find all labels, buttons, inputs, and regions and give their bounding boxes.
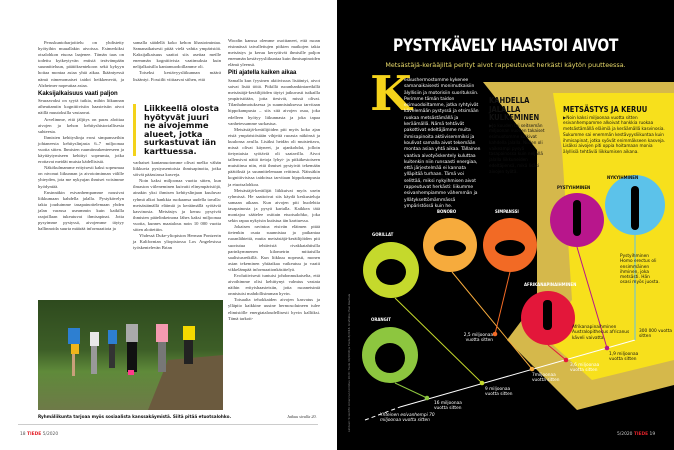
paragraph: samalla säädellä koko kehon lihastoimintaa. Samanaikaisesti pitää vielä vahtia ympäristöä. Kaksijalkaisuus saattoi siis asettaa meille enemmän kognitiivisia vaatimuksia kuin nelijalkaisilla kantamuodoillamme oli. (133, 40, 221, 70)
drop-cap: K (370, 66, 412, 122)
label-simpanssi: SIMPANSSI (495, 210, 519, 215)
paragraph: Evolutiivisesti tuntuisi johdonmukaiselta, että aivoihimme olisi kehittynyt valmius vastata näihin erityishaasteisiin, jotta ruoanetsintä onnistuisi mahdollisimman hyvin. (228, 272, 320, 297)
photo-caption: Ryhmäliikunta tarjoaa myös sosiaalista kanssakäymistä. Siitä pitää etuotsalohko. (38, 414, 232, 419)
paragraph: Jokaisen ravintoa etsivän eläimen pitää tietenkin osata suunnistaa ja paikantaa ruoanlähteitä, mutta metsästäjä-keräilijöiden piti suoriutua tehtävistä rivakkatahtisilla parinkymmenen kilometrin mittaisilla saalistusretkillä. Kun liikkuu nopeasti, monen asian tekeminen yhtäaikaa vaikeutuu ja vaatii vikkelämpää informaationkäsittelyä. (228, 224, 320, 272)
box-heading: KAHDELLA JALALLA KULKEMINEN (489, 96, 540, 122)
box-text: ▶Noin kaksi miljoonaa vuotta sitten esivanhempamme alkoivat hankkia ruokaa metsästämällä eläimiä ja keräämällä kasvinosia. Sukumme sai enemmän kestävyysliikuntaa kuin ihmisapinat, jotka syövät enimmäkseen kasveja. Lisäksi aivojen piti oppia hoitamaan monia älyllisiä tehtäviä liikkumisen aikana. (563, 114, 666, 155)
timeline-label: 7miljoonaa vuotta sitten (532, 373, 560, 384)
box-bipedalism (489, 97, 549, 175)
note-pystyihminen: Pystyihminen Homo erectus oli ensimmäinen ihminen, joka metsästi. Hän osasi myös juosta. (620, 254, 660, 286)
group-exercise-photo (38, 300, 223, 410)
source-credit: Lähteet: Scientific American toimitus 2020; Tiede 10/2018 ja Tiede 8/2018. Grafiikka: Pasi Rautiala (347, 293, 351, 432)
paragraph: Noin kaksi miljoonaa vuotta sitten, kun ilmaston viileneminen kuivatti elinympäristöjä, ainakin yksi ihmisen kehityslinjaan kuuluvar ryhmä alkoi hankkia ruokaansa uudella tavalla: metsästämällä eläimiä ja keräämällä syötäviä kasvinosia. Metsästys ja keruu pysyivät ihmisten pääelinkeinona lähes kaksi miljoonaa vuotta, kunnes maatalous noin 10 000 vuotta sitten aloitettiin. (133, 178, 221, 233)
page-number: 19 (649, 432, 656, 437)
note-afrikanapinaihminen: Afrikanapinaihminen Australopithecus africanus käveli vaivatta. (572, 325, 630, 341)
label-orangit: ORANGIT (371, 318, 391, 323)
paragraph: Samalla kun fyysinen aktiivisuus lisääntyi, aivot saivat lisää töitä. Pitkillä ruoanhankintaretkillä metsästäjä-keräilijöiden täytyi jatkuvasti tutkailla ympäristöään, jotta tiesivät, missä olivat. Tilanhahmotuksessa ja suunnistuksessa tarvitaan hippokampusta – siis sitä aivojen osaa, joka edelleen hyötyy liikunnasta ja joka tapaa vanhetessamme surkastua. (228, 77, 320, 126)
box-text: ▶Jo kuuden tai seitsemän miljoonan vuoden takaiset esimuotomme kulkivat kahdella jalalla. Niiden oli vaikeampi pysyä tasapainossa kuin neljällä jalalla liikkuneiden edeltäjiensä, mikä lisäsi aivojen työtä. (489, 122, 545, 174)
timeline-label: 16 miljoonaa vuotta sitten (434, 401, 462, 412)
issue-number: 5/2020 (42, 432, 59, 437)
paragraph: Arvelimme, että jäljitys on paras aloittaa aivojen ja kehon kehityshistoriallisesta suhteesta. (38, 116, 124, 134)
timeline-label: 3,6 miljoonaa vuotta sitten (570, 363, 600, 374)
paragraph: Metsästäjä-keräilijöiden piti myös koko ajan etsiä ympäristöstään vihjeitä ruoasta näkönsä ja kuulonsa avulla. Lisäksi heidän oli muistettava, missä olivat käyneet, ja ajankohdat, jolloin tietyntaisia syötäviä oli saatavilla. Aivot tallensivat näitä tietoja lyhyt- ja pitkäkestoiseen muistiinsa niin, että ihmiset pystyivät tekemään päätöksiä ja suunnittelemaan reittinsä. Näissäkin kognitiivisissa taidoissa tarvitaan hippokampusta ja etuotsalohkoa. (228, 126, 320, 187)
label-gorillat: GORILLAT (372, 233, 394, 238)
label-pystyihminen: PYSTYIHMINEN (557, 186, 591, 191)
paragraph: Peruskuntoharjoittelu on yhdistetty hyötyihin muuallakin aivoissa. Esimerkiksi otsalohkon etuosa laajenee. Tämän taas on todettu kytkeytyvän entistä terävämpään suunnitteluun, päätöksentekoon sekä kykyyn hoitaa montaa asiaa yhtä aikaa. Ikääntyessä nämä nimenomaiset taidot heikkenevät, ja Alzheimer nopeuttaa asiaa. (38, 40, 124, 88)
paragraph: Seuraavaksi on syytä tutkia, mihin liikunnan aiheuttamiin kognitiivisiin haasteisiin aivot näillä muutoksilla vastaavat. (38, 98, 124, 116)
box-hunting-gathering (563, 106, 667, 155)
timeline-label: 300 000 vuotta sitten (639, 329, 673, 340)
timeline-label: 9 miljoonaa vuotta sitten (485, 387, 513, 398)
footer-rule (18, 424, 318, 425)
pull-quote: Liikkeellä olosta hyötyvät juuri ne aivojemme alueet, jotka surkastuvat iän karttuessa. (133, 104, 223, 156)
paragraph: Näkökulmamme erityisesti kaksi sopeumaa on nivonut liikunnan ja aivotoiminnan välille yhteyden, jota me nykyajan ihmiset voisimme hyödyntää. (38, 165, 124, 189)
magazine-brand: TIEDE (633, 432, 649, 437)
column-1 (38, 40, 124, 232)
infographic-title: PYSTYKÄVELY HAASTOI AIVOT (393, 36, 618, 56)
paragraph: Yhdessä Duke-yliopiston Herman Pontzerin ja Kalifornian yliopistossa Los Angelesissa työskentelevän Brian (133, 233, 221, 251)
box-heading: METSÄSTYS JA KERUU (563, 105, 648, 114)
timeline-label: 2,5 miljoonaa vuotta sitten (463, 333, 493, 344)
label-nykyihminen: NYKYIHMINEN (607, 176, 639, 181)
paragraph: Ihmisten kehityslinja erosi simpansseihin johtaneesta kehityslinjasta 6–7 miljoonaa vuotta sitten. Ihmisten ruumiinrakenteeseen ja käyttäytymiseen kehittyi sopeumia, jotka erottavat meidät muista kädellisistä. (38, 134, 124, 165)
paragraph: Toiseksi kestävyysliikunnan määrä lisääntyi. Fossiilit viittaavat siihen, että (133, 70, 221, 82)
paragraph: Woodin kanssa olemme osoittaneet, että ruoan etsinnässä taivallettujen pitkien matkojen takia metsästys ja keruu kerryttivät ihmisille paljon enemmän kestävyysliikuntaa kuin ihmisapinoiden elämä yleensä. (228, 38, 320, 68)
paragraph: Ensinnäkin esivanhempamme nousivat liikkumaan kahdella jalalla. Pystykävelyn takia jouduimme tasapainottelemaan yhden jalan varassa useammin kuin kaikilla raajoillaan tukeutuvat ihmisapinat. Jotta pysyimme pystyssä, aivojemme täytyy hallinnoida suurta määrää informaatiota ja (38, 189, 124, 232)
column-2-continued (133, 160, 221, 251)
issue-number: 5/2020 (617, 432, 633, 437)
label-bonobo: BONOBO (437, 210, 457, 215)
timeline-label: 1,9 miljoonaa vuotta sitten (609, 352, 639, 363)
column-3 (228, 38, 320, 322)
page-folio (20, 432, 58, 437)
subheading: Piti ajatella kaiken aikaa (228, 70, 297, 77)
page-number: 18 (20, 432, 26, 437)
intro-text: eskushermostomme kykenee samanaikaisesti monimutkaisiin älyllisiin ja motorisiin suorituksiin. Perimme tämän taidon esimuodoiltamme, jotka ryhtyivät kävelemään pystyssä ja etsimään ruokaa metsästämällä ja keräämällä. Nämä tehtävät pakottivat edeltäjämme muita ihmisapinoita aktiivisemmiksi ja koulivat samalla aivot tekemään montaa asiaa yhtä aikaa. Tällainen vaativa aivotyöskentely kuluttaa kuitenkin niin runsaasti energiaa, että järjestelmää ei kannata ylläpitää turhaan. Tämä voi selittää, miksi nykyihmisen aivot rappeutuvat herkästi: liikumme esivanhempiamme vähemmän ja yllätyksettömämmässä ympäristössä kuin he. (404, 78, 481, 209)
label-afrikanapinaihminen: AFRIKANAPINAIHMINEN (524, 283, 577, 288)
continued-note: Jatkuu sivulla 20. (287, 414, 317, 419)
magazine-brand: TIEDE (27, 432, 42, 437)
page-folio (617, 432, 655, 437)
paragraph: Toisaalta tehokkaiden aivojen kasvatus ja ylläpito kaikkine uusine hermosoluineen tulee elimistölle energiataloudellisesti hyvin kalliiksi. Tämä tarkoit- (228, 297, 320, 321)
paragraph: Metsästäjä-keräilijät liikkuivat myös usein ryhmissä. He saattoivat siis käydä keskusteluja samaan aikaan. Kun aivojen piti huolehtia tasapainosta ja pysyä kartalla. Kaikkea tätä moniajoa säätelee osittain etuotsalohko, joka sekin rapaa nykyisin kutistua iän karttuessa. (228, 187, 320, 224)
timeline-label: Yhteinen esivanhempi 70 miljoonaa vuotta sitten (380, 413, 435, 424)
paragraph: varhaiset kantamuotomme olivat melko vähän liikkuvia pystyasentoisia ihmisapinoita, jotka söivät pääasiassa kasveja. (133, 160, 221, 178)
column-2 (133, 40, 221, 83)
right-page-infographic (337, 0, 674, 450)
infographic-subtitle: Metsästäjä-kerääjiltä perityt aivot rappeutuvat herkästi käytön puutteessa. (385, 61, 626, 69)
subheading: Kaksijalkaisuus vaati paljon (38, 90, 118, 97)
